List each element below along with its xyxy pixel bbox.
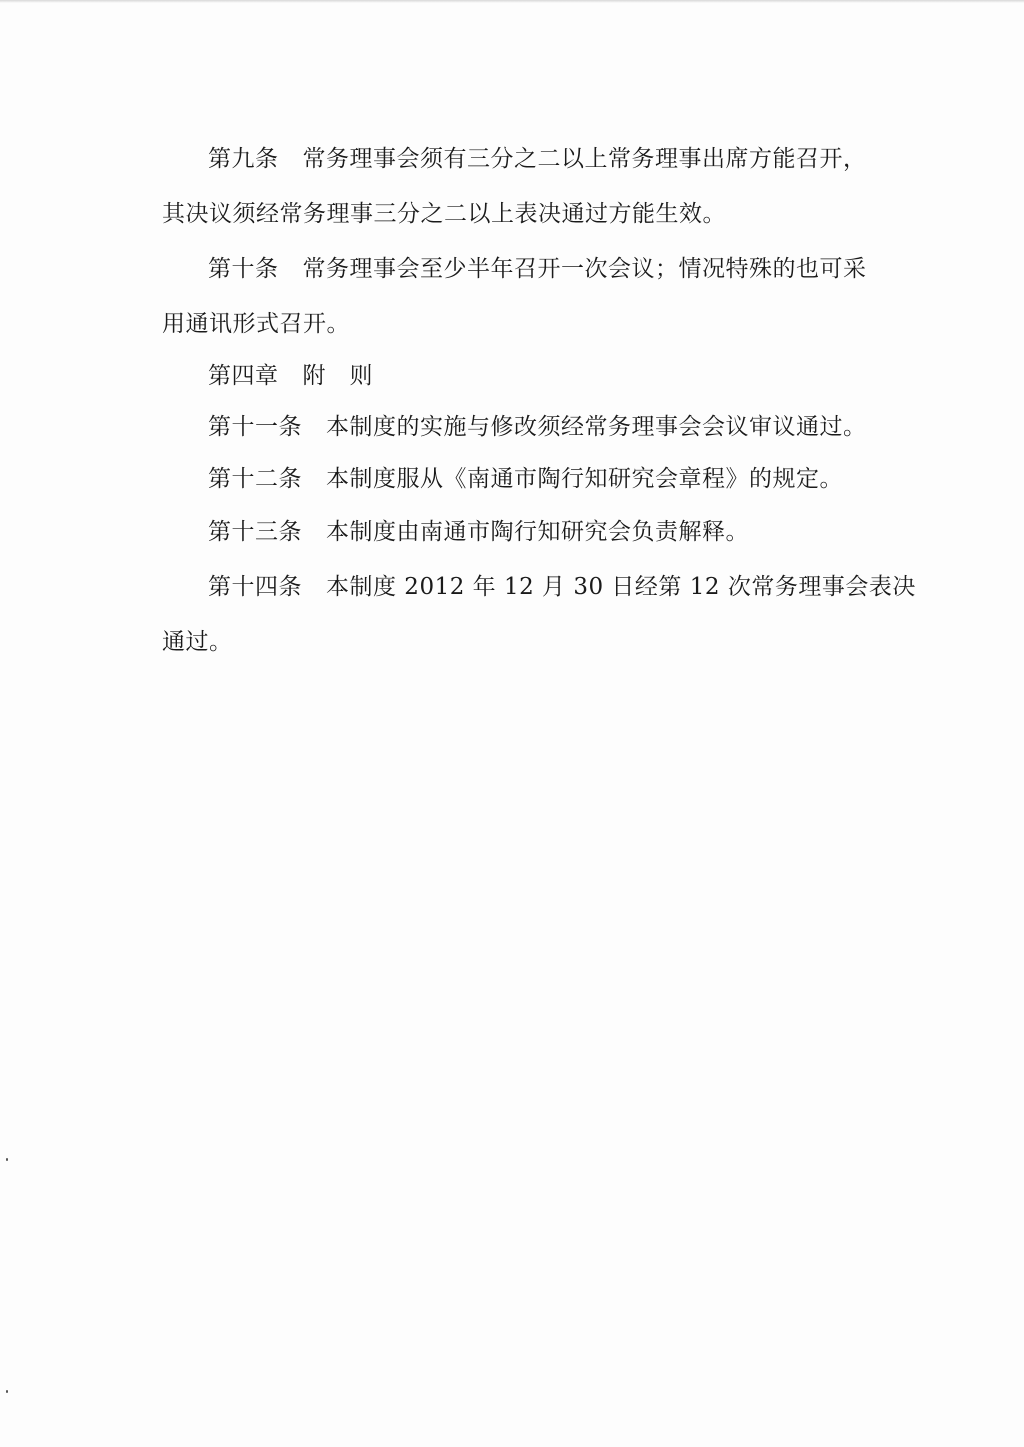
scan-speck [6, 1390, 8, 1393]
scan-top-edge [0, 0, 1024, 3]
article-9-line-2 [162, 199, 726, 229]
article-14-text-1: 本制度 2012 年 12 月 30 日经第 12 次常务理事会表决 [326, 574, 916, 600]
chapter-4-heading [208, 361, 397, 391]
article-10-line-1 [208, 254, 867, 284]
article-9-text-2: 其决议须经常务理事三分之二以上表决通过方能生效。 [162, 201, 726, 227]
article-14-text-2: 通过。 [162, 629, 233, 655]
article-9-line-1 [208, 144, 867, 174]
article-10-line-2 [162, 309, 350, 339]
article-11 [208, 412, 867, 442]
article-11-text: 本制度的实施与修改须经常务理事会会议审议通过。 [326, 414, 867, 440]
article-13 [208, 517, 749, 547]
article-14-number: 第十四条 [208, 574, 302, 600]
article-10-text-1: 常务理事会至少半年召开一次会议；情况特殊的也可采 [302, 256, 867, 282]
article-12-text: 本制度服从《南通市陶行知研究会章程》的规定。 [326, 466, 843, 492]
article-13-text: 本制度由南通市陶行知研究会负责解释。 [326, 519, 749, 545]
article-11-number: 第十一条 [208, 414, 302, 440]
article-10-number: 第十条 [208, 256, 279, 282]
chapter-4-number: 第四章 [208, 363, 279, 389]
article-14-line-1 [208, 572, 916, 602]
scan-speck [6, 1158, 8, 1161]
article-12 [208, 464, 843, 494]
article-14-line-2 [162, 627, 233, 657]
article-10-text-2: 用通讯形式召开。 [162, 311, 350, 337]
chapter-4-title: 附则 [302, 363, 397, 389]
article-9-text-1: 常务理事会须有三分之二以上常务理事出席方能召开， [302, 146, 867, 172]
article-9-number: 第九条 [208, 146, 279, 172]
article-13-number: 第十三条 [208, 519, 302, 545]
article-12-number: 第十二条 [208, 466, 302, 492]
